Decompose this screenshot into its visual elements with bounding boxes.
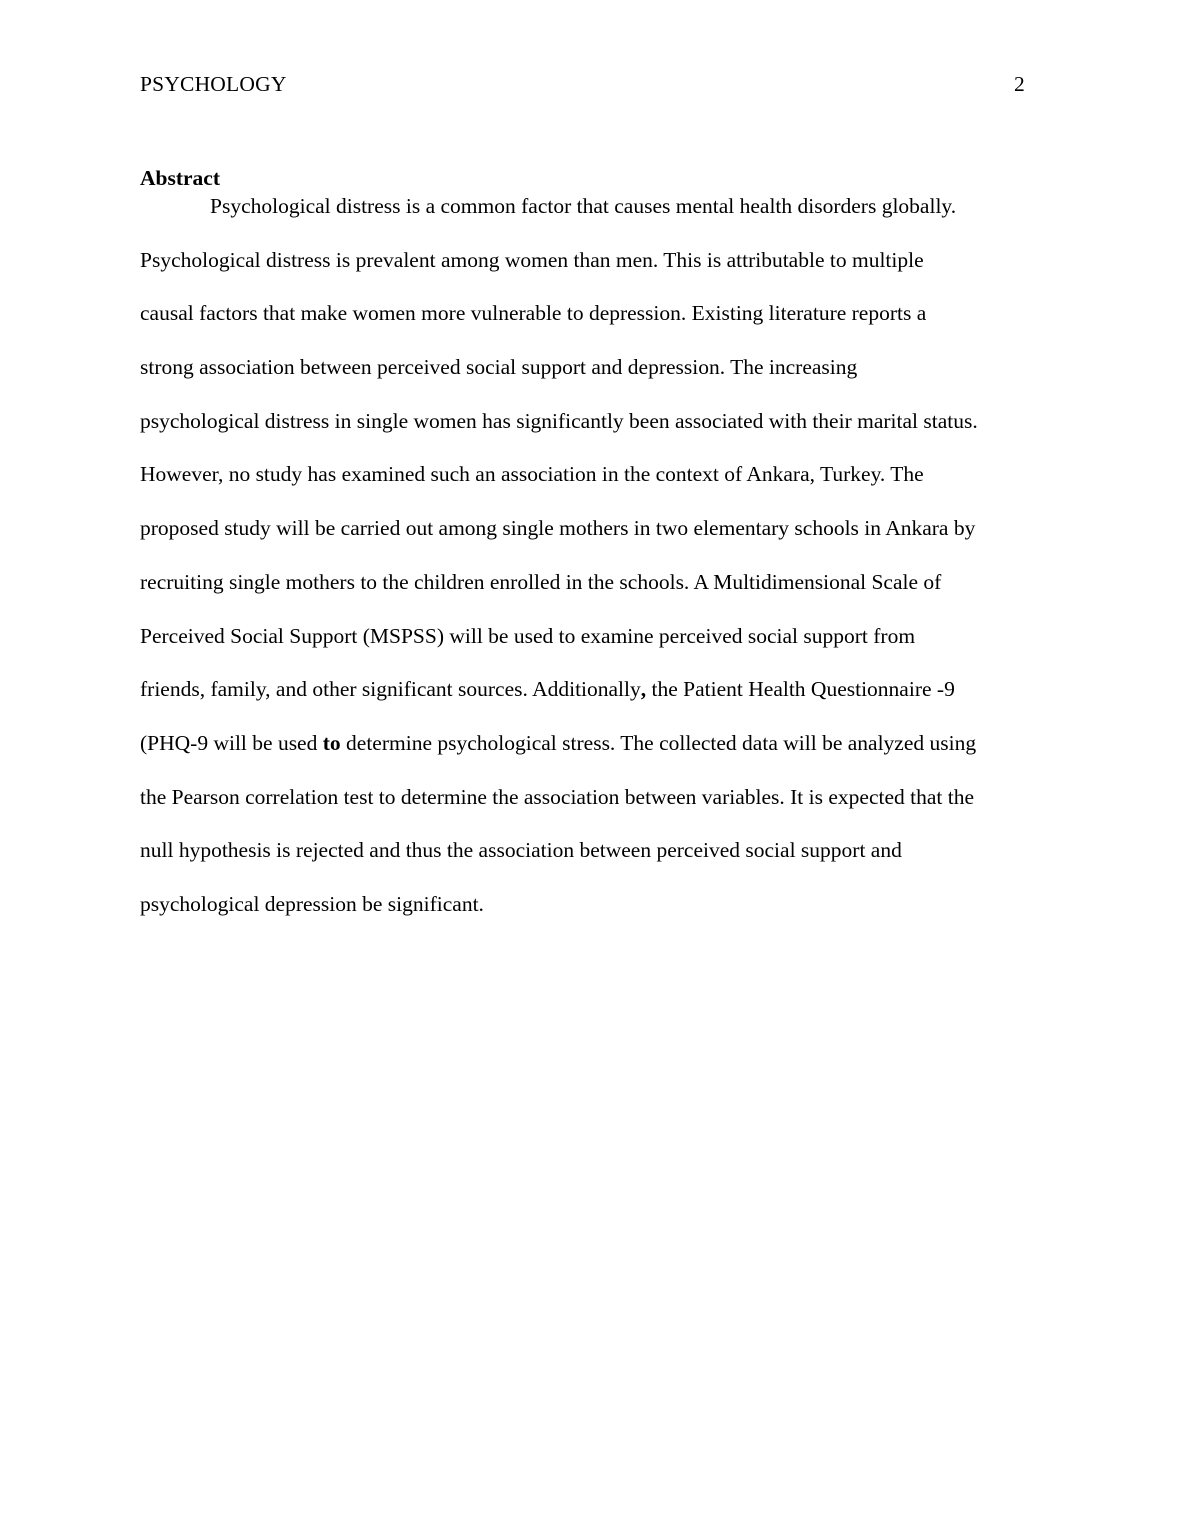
page-number: 2: [1014, 72, 1025, 96]
abstract-line: null hypothesis is rejected and thus the association between perceived social support and: [140, 838, 902, 863]
abstract-text: the Patient Health Questionnaire -9: [646, 677, 955, 702]
abstract-line: psychological depression be significant.: [140, 891, 484, 916]
abstract-line: the Pearson correlation test to determine the association between variables. It is expected that the: [140, 784, 975, 809]
abstract-line: strong association between perceived social support and depression. The increasing: [140, 355, 858, 380]
abstract-text: (PHQ-9 will be used: [140, 730, 323, 755]
bold-comma: ,: [640, 677, 647, 702]
abstract-text: friends, family, and other significant sources. Additionally: [140, 677, 641, 702]
abstract-line: Psychological distress is prevalent among women than men. This is attributable to multiple: [140, 247, 924, 272]
abstract-line: proposed study will be carried out among single mothers in two elementary schools in Ankara by: [140, 516, 976, 541]
abstract-body: [140, 180, 1060, 932]
bold-word: to: [322, 730, 341, 755]
abstract-line: causal factors that make women more vulnerable to depression. Existing literature reports a: [140, 301, 927, 326]
abstract-line: Psychological distress is a common factor that causes mental health disorders globally.: [210, 194, 957, 218]
abstract-heading: Abstract: [140, 166, 221, 190]
abstract-line: recruiting single mothers to the children enrolled in the schools. A Multidimensional Scale of: [140, 569, 942, 594]
abstract-text: determine psychological stress. The collected data will be analyzed using: [340, 730, 977, 755]
abstract-line: [140, 717, 1060, 771]
abstract-line: psychological distress in single women has significantly been associated with their marital status.: [140, 408, 978, 433]
abstract-line: However, no study has examined such an association in the context of Ankara, Turkey. The: [140, 462, 924, 487]
abstract-line: [140, 663, 1060, 717]
running-head: PSYCHOLOGY: [140, 72, 287, 96]
abstract-line: Perceived Social Support (MSPSS) will be used to examine perceived social support from: [140, 623, 916, 648]
